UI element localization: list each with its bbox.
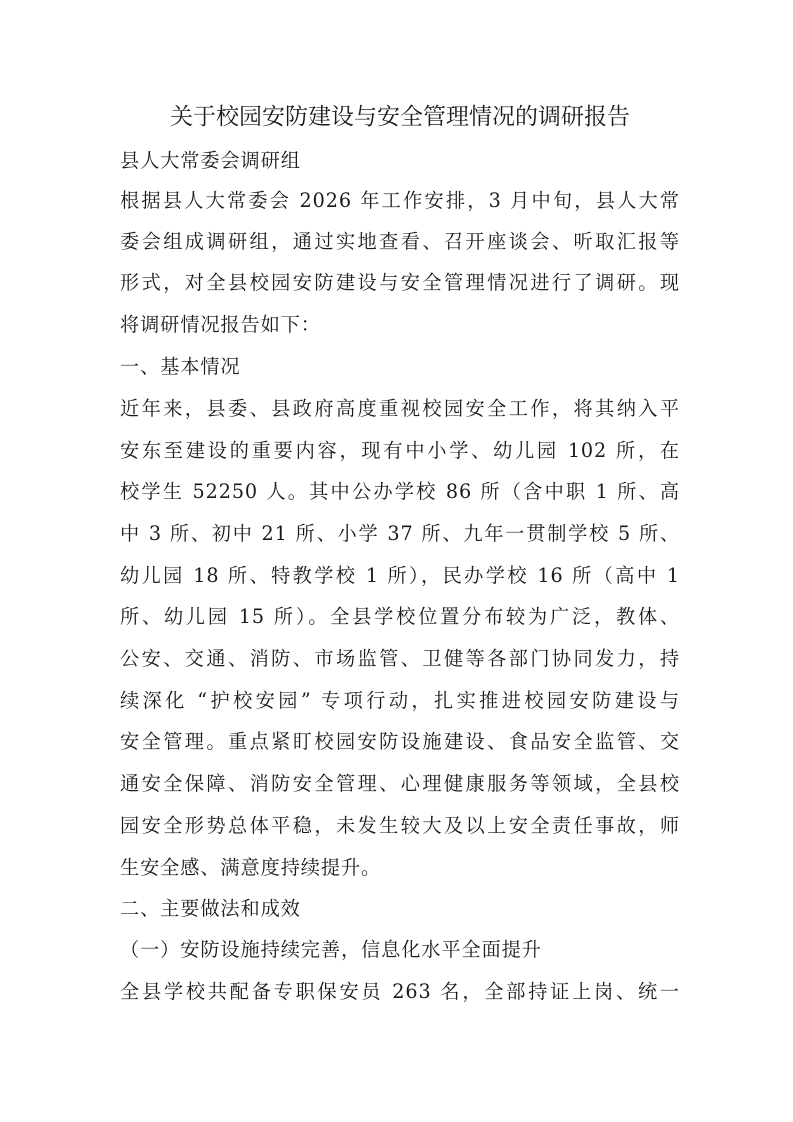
section-heading: 一、基本情况: [120, 355, 241, 378]
paragraph-line: 委会组成调研组，通过实地查看、召开座谈会、听取汇报等: [120, 230, 680, 253]
paragraph-line: 安东至建设的重要内容，现有中小学、幼儿园 102 所，在: [120, 439, 680, 462]
paragraph-line: 根据县人大常委会 2026 年工作安排，3 月中旬，县人大常: [120, 189, 680, 212]
paragraph-line: 近年来，县委、县政府高度重视校园安全工作，将其纳入平: [120, 397, 680, 420]
paragraph-line: 通安全保障、消防安全管理、心理健康服务等领域，全县校: [120, 772, 680, 795]
paragraph-line: 全县学校共配备专职保安员 263 名，全部持证上岗、统一: [120, 980, 680, 1003]
paragraph-line: 园安全形势总体平稳，未发生较大及以上安全责任事故，师: [120, 814, 680, 837]
paragraph-line: 安全管理。重点紧盯校园安防设施建设、食品安全监管、交: [120, 730, 680, 753]
paragraph-line: 形式，对全县校园安防建设与安全管理情况进行了调研。现: [120, 271, 680, 294]
subsection-heading: （一）安防设施持续完善，信息化水平全面提升: [120, 938, 542, 961]
paragraph-line: 中 3 所、初中 21 所、小学 37 所、九年一贯制学校 5 所、: [120, 522, 680, 545]
paragraph-line: 将调研情况报告如下：: [120, 313, 321, 336]
paragraph-line: 续深化 “护校安园” 专项行动，扎实推进校园安防建设与: [120, 689, 680, 712]
section-heading: 二、主要做法和成效: [120, 897, 301, 920]
paragraph-line: 公安、交通、消防、市场监管、卫健等各部门协同发力，持: [120, 647, 680, 670]
author-line: 县人大常委会调研组: [120, 149, 301, 172]
paragraph-line: 生安全感、满意度持续提升。: [120, 856, 382, 879]
paragraph-line: 校学生 52250 人。其中公办学校 86 所（含中职 1 所、高: [120, 480, 680, 503]
paragraph-line: 所、幼儿园 15 所）。全县学校位置分布较为广泛，教体、: [120, 605, 680, 628]
document-title: 关于校园安防建设与安全管理情况的调研报告: [170, 104, 630, 130]
paragraph-line: 幼儿园 18 所、特教学校 1 所），民办学校 16 所（高中 1: [120, 564, 680, 587]
